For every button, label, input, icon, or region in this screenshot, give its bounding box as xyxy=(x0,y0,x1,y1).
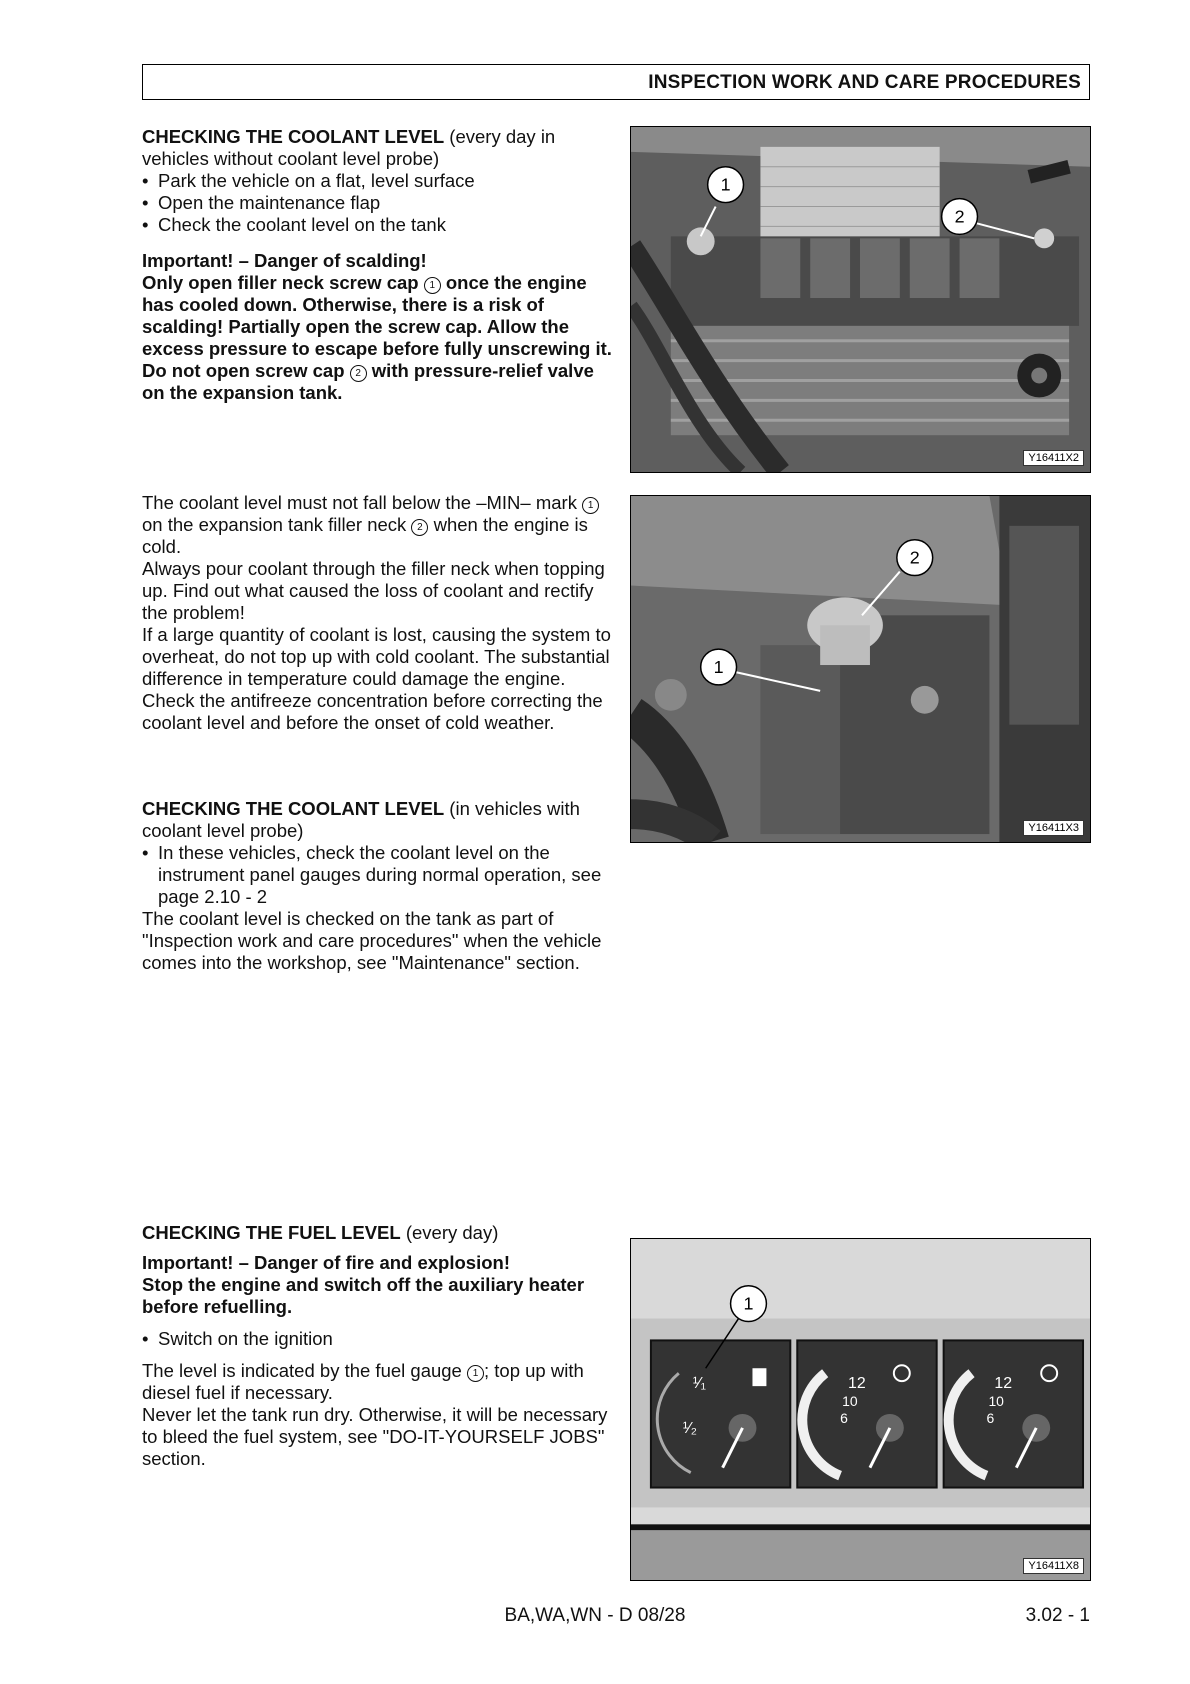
pressure-gauge-2 xyxy=(944,1340,1083,1487)
expansion-tank-illustration xyxy=(631,127,1090,472)
callout-1-icon: 1 xyxy=(424,277,441,294)
callout-label: 2 xyxy=(954,206,965,227)
gauge-mark: 6 xyxy=(986,1409,995,1426)
section-header xyxy=(142,64,1090,100)
callout-2-icon: 2 xyxy=(350,365,367,382)
tank-dry-paragraph: Never let the tank run dry. Otherwise, it will be necessary to bleed the fuel system, see "DO-IT-YOURSELF JOBS" section. xyxy=(142,1404,608,1469)
min-mark-paragraph: The coolant level must not fall below the –MIN– mark 1 on the expansion tank filler neck 2 when the engine is cold. xyxy=(142,492,612,558)
callout-label: 1 xyxy=(713,656,724,677)
fuel-steps xyxy=(142,1328,612,1350)
instrument-cluster-illustration xyxy=(631,1239,1090,1580)
antifreeze-paragraph: Check the antifreeze concentration before correcting the coolant level and before the onset of cold weather. xyxy=(142,690,603,733)
fire-warning-title: Important! – Danger of fire and explosion! xyxy=(142,1252,510,1273)
gauge-mark: 10 xyxy=(988,1393,1004,1410)
topup-paragraph: Always pour coolant through the filler neck when topping up. Find out what caused the loss of coolant and rectify the problem! xyxy=(142,558,605,623)
gauge-mark: ¹⁄₁ xyxy=(692,1375,707,1393)
filler-neck-illustration xyxy=(631,496,1090,842)
list-item: • In these vehicles, check the coolant level on the instrument panel gauges during normal operation, see page 2.10 - 2 xyxy=(142,842,612,908)
pressure-valve-warning: Do not open screw cap 2 with pressure-relief valve on the expansion tank. xyxy=(142,360,594,403)
figure-code: Y16411X3 xyxy=(1023,820,1084,836)
fuel-gauge xyxy=(651,1340,790,1487)
callout-1-icon: 1 xyxy=(582,497,599,514)
figure-code: Y16411X8 xyxy=(1023,1558,1084,1574)
scalding-warning-title: Important! – Danger of scalding! xyxy=(142,250,427,271)
gauge-mark: 10 xyxy=(842,1393,858,1410)
overheat-paragraph: If a large quantity of coolant is lost, causing the system to overheat, do not top up with cold coolant. The substantial difference in temperature could damage the engine. xyxy=(142,624,611,689)
figure-code: Y16411X2 xyxy=(1023,450,1084,466)
page-number: 3.02 - 1 xyxy=(1025,1605,1090,1626)
gauge-mark: 6 xyxy=(840,1409,848,1426)
pressure-gauge-1 xyxy=(797,1340,936,1487)
coolant-level-notes xyxy=(142,492,612,734)
expansion-tank-figure xyxy=(630,126,1091,473)
fuel-heading: CHECKING THE FUEL LEVEL (every day) xyxy=(142,1222,499,1243)
document-code: BA,WA,WN - D 08/28 xyxy=(504,1605,686,1626)
fuel-gauge-paragraph: The level is indicated by the fuel gauge 1 ; top up with diesel fuel if necessary. xyxy=(142,1360,584,1403)
section-title: INSPECTION WORK AND CARE PROCEDURES xyxy=(648,72,1081,93)
gauge-mark: 12 xyxy=(994,1375,1013,1393)
fire-warning-body: Stop the engine and switch off the auxiliary heater before refuelling. xyxy=(142,1274,585,1317)
coolant-heading: CHECKING THE COOLANT LEVEL (every day in vehicles without coolant level probe) xyxy=(142,126,556,169)
callout-label: 1 xyxy=(720,174,731,195)
gauge-mark: 12 xyxy=(848,1375,866,1393)
coolant-steps xyxy=(142,170,612,236)
list-item: • Open the maintenance flap xyxy=(142,192,612,214)
callout-label: 1 xyxy=(743,1293,754,1314)
callout-label: 2 xyxy=(909,547,920,568)
list-item: • Check the coolant level on the tank xyxy=(142,214,612,236)
filler-neck-figure xyxy=(630,495,1091,843)
workshop-paragraph: The coolant level is checked on the tank as part of "Inspection work and care procedures" when the vehicle comes into the workshop, see "Maintenance" section. xyxy=(142,908,602,973)
coolant-probe-heading: CHECKING THE COOLANT LEVEL (in vehicles with coolant level probe) xyxy=(142,798,580,841)
scalding-warning-body: Only open filler neck screw cap 1 once the engine has cooled down. Otherwise, there is a risk of scalding! Partially open the screw cap. Allow the excess pressure to escape before fully unscrewing it. xyxy=(142,272,612,359)
list-item: • Park the vehicle on a flat, level surface xyxy=(142,170,612,192)
gauge-mark: ¹⁄₂ xyxy=(682,1419,697,1437)
list-item: • Switch on the ignition xyxy=(142,1328,612,1350)
coolant-probe-section xyxy=(142,798,612,974)
fuel-check-section xyxy=(142,1222,612,1470)
fuel-pump-icon xyxy=(752,1368,766,1386)
coolant-probe-steps xyxy=(142,842,612,908)
callout-1-icon: 1 xyxy=(467,1365,484,1382)
coolant-check-section xyxy=(142,126,612,404)
fuel-gauge-figure xyxy=(630,1238,1091,1581)
callout-2-icon: 2 xyxy=(411,519,428,536)
